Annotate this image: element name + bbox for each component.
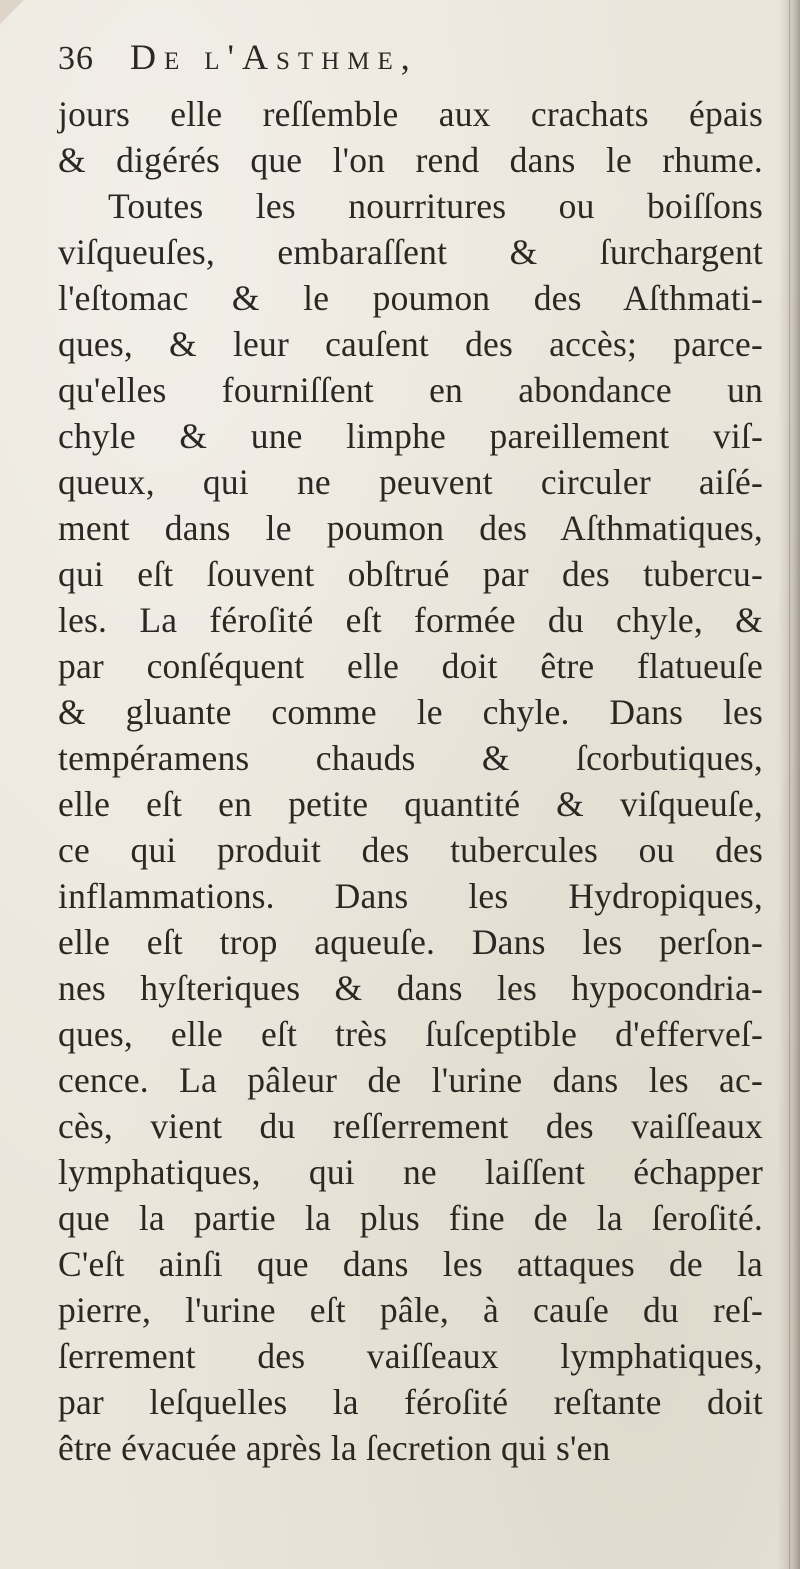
text-line: Toutes les nourritures ou boiſſons [108,186,763,226]
text-line: ment dans le poumon des Aſthmatiques, [58,508,763,548]
text-line: ques, & leur cauſent des accès; parce- [58,324,763,364]
text-line: nes hyſteriques & dans les hypocondria- [58,968,763,1008]
text-line: inflammations. Dans les Hydropiques, [58,876,763,916]
text-line: & gluante comme le chyle. Dans les [58,692,763,732]
text-line: les. La féroſité eſt formée du chyle, & [58,600,763,640]
text-line: par conſéquent elle doit être flatueuſe [58,646,763,686]
text-line: qu'elles fourniſſent en abondance un [58,370,763,410]
text-line: lymphatiques, qui ne laiſſent échapper [58,1152,763,1192]
text-line: par leſquelles la féroſité reſtante doit [58,1382,763,1422]
text-line: elle eſt trop aqueuſe. Dans les perſon- [58,922,763,962]
text-line: C'eſt ainſi que dans les attaques de la [58,1244,763,1284]
text-line: cès, vient du reſſerrement des vaiſſeaux [58,1106,763,1146]
text-line: qui eſt ſouvent obſtrué par des tubercu- [58,554,763,594]
body-text [58,91,763,1471]
text-line: tempéramens chauds & ſcorbutiques, [58,738,763,778]
text-line: elle eſt en petite quantité & viſqueuſe, [58,784,763,824]
text-line: & digérés que l'on rend dans le rhume. [58,140,763,180]
text-line: jours elle reſſemble aux crachats épais [58,94,763,134]
text-line: viſqueuſes, embaraſſent & ſurchargent [58,232,763,272]
running-title: De l'Asthme, [130,37,418,77]
text-line: l'eſtomac & le poumon des Aſthmati- [58,278,763,318]
text-line: chyle & une limphe pareillement viſ- [58,416,763,456]
page-number: 36 [58,40,94,77]
text-line: ſerrement des vaiſſeaux lymphatiques, [58,1336,763,1376]
text-line: que la partie la plus fine de la ſeroſité. [58,1198,763,1238]
text-line: cence. La pâleur de l'urine dans les ac- [58,1060,763,1100]
text-line: être évacuée après la ſecretion qui s'en [58,1428,611,1468]
text-line: ce qui produit des tubercules ou des [58,830,763,870]
page-gutter-shadow [778,0,800,1569]
text-line: queux, qui ne peuvent circuler aiſé- [58,462,763,502]
text-line: pierre, l'urine eſt pâle, à cauſe du reſ- [58,1290,763,1330]
page-corner-fold [0,0,24,24]
text-line: ques, elle eſt très ſuſceptible d'efferveſ- [58,1014,763,1054]
running-head [58,36,758,86]
